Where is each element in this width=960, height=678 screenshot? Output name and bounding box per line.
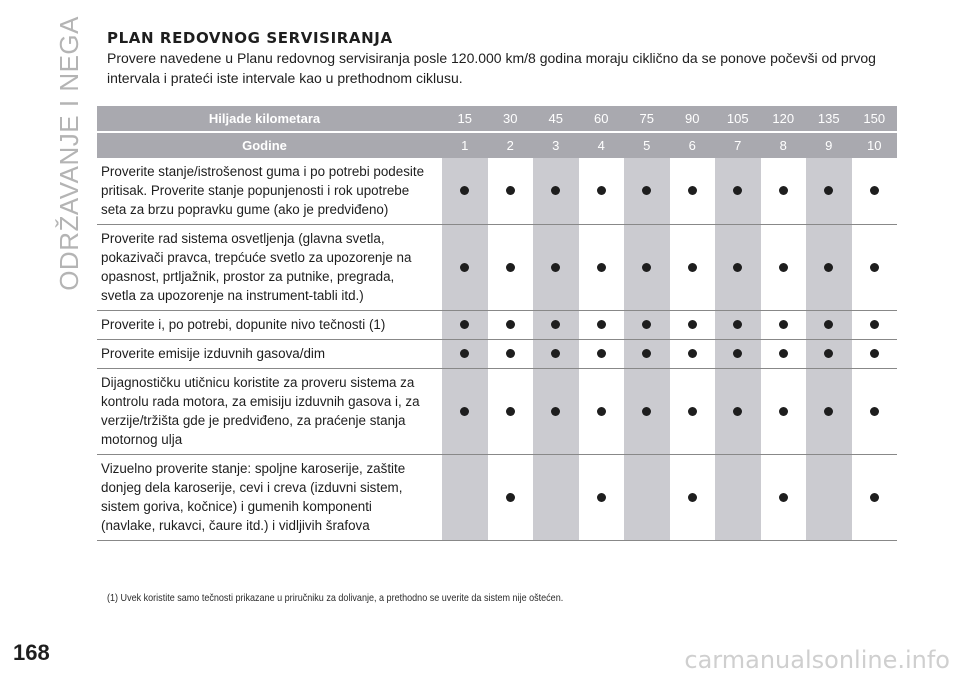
interval-cell xyxy=(533,455,579,541)
interval-cell xyxy=(806,340,852,369)
page-number: 168 xyxy=(13,640,50,665)
years-header-cell: 4 xyxy=(579,132,625,158)
interval-cell xyxy=(442,369,488,455)
check-dot-icon xyxy=(733,263,742,272)
header-spacer xyxy=(432,106,442,132)
check-dot-icon xyxy=(460,186,469,195)
header-spacer xyxy=(432,132,442,158)
check-dot-icon xyxy=(779,263,788,272)
check-dot-icon xyxy=(870,186,879,195)
kilometers-header-cell: 135 xyxy=(806,106,852,132)
interval-cell xyxy=(670,225,716,311)
footnote: (1) Uvek koristite samo tečnosti prikazane u priručniku za dolivanje, a prethodno se uverite da sistem nije oštećen. xyxy=(107,592,564,604)
interval-cell xyxy=(442,311,488,340)
check-dot-icon xyxy=(733,320,742,329)
kilometers-header-cell: 75 xyxy=(624,106,670,132)
section-side-title-text: ODRŽAVANJE I NEGA xyxy=(53,16,84,291)
check-dot-icon xyxy=(779,349,788,358)
check-dot-icon xyxy=(506,263,515,272)
interval-cell xyxy=(806,225,852,311)
check-dot-icon xyxy=(642,407,651,416)
interval-cell xyxy=(442,455,488,541)
check-dot-icon xyxy=(688,263,697,272)
interval-cell xyxy=(806,455,852,541)
row-spacer xyxy=(432,340,442,369)
check-dot-icon xyxy=(688,320,697,329)
years-header-cell: 10 xyxy=(852,132,898,158)
page-heading: PLAN REDOVNOG SERVISIRANJA xyxy=(107,29,393,47)
years-header-cell: 5 xyxy=(624,132,670,158)
interval-cell xyxy=(670,158,716,225)
maintenance-schedule-table xyxy=(97,106,897,541)
interval-cell xyxy=(533,158,579,225)
task-description: Proverite emisije izduvnih gasova/dim xyxy=(97,340,432,369)
check-dot-icon xyxy=(551,349,560,358)
check-dot-icon xyxy=(506,349,515,358)
row-spacer xyxy=(432,455,442,541)
schedule-row xyxy=(97,455,897,541)
years-header-cell: 1 xyxy=(442,132,488,158)
interval-cell xyxy=(852,311,898,340)
check-dot-icon xyxy=(460,407,469,416)
check-dot-icon xyxy=(688,407,697,416)
kilometers-header-label: Hiljade kilometara xyxy=(97,106,432,132)
interval-cell xyxy=(852,340,898,369)
task-description: Vizuelno proverite stanje: spoljne karoserije, zaštite donjeg dela karoserije, cevi i creva (izduvni sistem, sistem goriva, kočnice) i gumenih komponenti (navlake, rukavci, čaure itd.) i vidljivih šrafova xyxy=(97,455,432,541)
check-dot-icon xyxy=(551,320,560,329)
check-dot-icon xyxy=(460,320,469,329)
interval-cell xyxy=(579,225,625,311)
interval-cell xyxy=(579,455,625,541)
check-dot-icon xyxy=(642,186,651,195)
kilometers-header-cell: 105 xyxy=(715,106,761,132)
check-dot-icon xyxy=(733,349,742,358)
interval-cell xyxy=(624,340,670,369)
interval-cell xyxy=(852,369,898,455)
check-dot-icon xyxy=(642,263,651,272)
interval-cell xyxy=(852,455,898,541)
interval-cell xyxy=(761,340,807,369)
check-dot-icon xyxy=(642,349,651,358)
check-dot-icon xyxy=(870,349,879,358)
check-dot-icon xyxy=(870,407,879,416)
check-dot-icon xyxy=(597,263,606,272)
interval-cell xyxy=(715,158,761,225)
kilometers-header-cell: 60 xyxy=(579,106,625,132)
check-dot-icon xyxy=(506,493,515,502)
kilometers-header-cell: 30 xyxy=(488,106,534,132)
interval-cell xyxy=(806,369,852,455)
kilometers-header-cell: 150 xyxy=(852,106,898,132)
schedule-row xyxy=(97,311,897,340)
check-dot-icon xyxy=(870,320,879,329)
kilometers-header-cell: 15 xyxy=(442,106,488,132)
check-dot-icon xyxy=(460,263,469,272)
interval-cell xyxy=(761,158,807,225)
check-dot-icon xyxy=(824,186,833,195)
interval-cell xyxy=(624,311,670,340)
interval-cell xyxy=(624,225,670,311)
watermark: carmanualsonline.info xyxy=(684,646,950,674)
interval-cell xyxy=(488,340,534,369)
interval-cell xyxy=(715,225,761,311)
check-dot-icon xyxy=(688,186,697,195)
kilometers-header-row xyxy=(97,106,897,132)
years-header-cell: 9 xyxy=(806,132,852,158)
schedule-row xyxy=(97,340,897,369)
schedule-row xyxy=(97,225,897,311)
interval-cell xyxy=(670,369,716,455)
check-dot-icon xyxy=(824,349,833,358)
check-dot-icon xyxy=(688,349,697,358)
interval-cell xyxy=(761,225,807,311)
interval-cell xyxy=(579,340,625,369)
interval-cell xyxy=(488,455,534,541)
interval-cell xyxy=(579,369,625,455)
task-description: Dijagnostičku utičnicu koristite za proveru sistema za kontrolu rada motora, za emisiju izduvnih gasova i, za verzije/tržišta gde je predviđeno, za praćenje stanja motornog ulja xyxy=(97,369,432,455)
interval-cell xyxy=(533,311,579,340)
schedule-row xyxy=(97,369,897,455)
interval-cell xyxy=(533,225,579,311)
interval-cell xyxy=(852,225,898,311)
kilometers-header-cell: 45 xyxy=(533,106,579,132)
check-dot-icon xyxy=(597,186,606,195)
years-header-cell: 3 xyxy=(533,132,579,158)
check-dot-icon xyxy=(870,493,879,502)
interval-cell xyxy=(806,158,852,225)
task-description: Proverite rad sistema osvetljenja (glavna svetla, pokazivači pravca, trepćuće svetlo za upozorenje na opasnost, prtljažnik, prostor za putnike, pregrada, svetla za upozorenje na instrument-tabli itd.) xyxy=(97,225,432,311)
check-dot-icon xyxy=(506,186,515,195)
interval-cell xyxy=(670,311,716,340)
check-dot-icon xyxy=(824,320,833,329)
check-dot-icon xyxy=(688,493,697,502)
kilometers-header-cell: 90 xyxy=(670,106,716,132)
years-header-cell: 7 xyxy=(715,132,761,158)
check-dot-icon xyxy=(779,186,788,195)
check-dot-icon xyxy=(779,493,788,502)
check-dot-icon xyxy=(824,407,833,416)
row-spacer xyxy=(432,369,442,455)
interval-cell xyxy=(488,158,534,225)
section-side-title xyxy=(52,16,86,316)
check-dot-icon xyxy=(597,407,606,416)
row-spacer xyxy=(432,311,442,340)
years-header-cell: 2 xyxy=(488,132,534,158)
interval-cell xyxy=(761,369,807,455)
task-description: Proverite stanje/istrošenost guma i po potrebi podesite pritisak. Proverite stanje popunjenosti i rok upotrebe seta za brzu popravku gume (ako je predviđeno) xyxy=(97,158,432,225)
row-spacer xyxy=(432,158,442,225)
check-dot-icon xyxy=(597,493,606,502)
check-dot-icon xyxy=(870,263,879,272)
interval-cell xyxy=(624,158,670,225)
interval-cell xyxy=(761,455,807,541)
check-dot-icon xyxy=(506,320,515,329)
check-dot-icon xyxy=(551,263,560,272)
interval-cell xyxy=(488,369,534,455)
check-dot-icon xyxy=(733,407,742,416)
interval-cell xyxy=(715,369,761,455)
years-header-label: Godine xyxy=(97,132,432,158)
check-dot-icon xyxy=(779,320,788,329)
interval-cell xyxy=(579,311,625,340)
schedule-row xyxy=(97,158,897,225)
check-dot-icon xyxy=(597,349,606,358)
interval-cell xyxy=(852,158,898,225)
interval-cell xyxy=(670,340,716,369)
years-header-row xyxy=(97,132,897,158)
interval-cell xyxy=(806,311,852,340)
interval-cell xyxy=(761,311,807,340)
interval-cell xyxy=(624,369,670,455)
interval-cell xyxy=(488,311,534,340)
check-dot-icon xyxy=(824,263,833,272)
interval-cell xyxy=(442,340,488,369)
interval-cell xyxy=(442,225,488,311)
interval-cell xyxy=(670,455,716,541)
interval-cell xyxy=(533,369,579,455)
check-dot-icon xyxy=(597,320,606,329)
years-header-cell: 6 xyxy=(670,132,716,158)
check-dot-icon xyxy=(642,320,651,329)
interval-cell xyxy=(579,158,625,225)
check-dot-icon xyxy=(733,186,742,195)
check-dot-icon xyxy=(779,407,788,416)
kilometers-header-cell: 120 xyxy=(761,106,807,132)
years-header-cell: 8 xyxy=(761,132,807,158)
row-spacer xyxy=(432,225,442,311)
interval-cell xyxy=(442,158,488,225)
intro-paragraph: Provere navedene u Planu redovnog servisiranja posle 120.000 km/8 godina moraju ciklično da se ponove počevši od prvog intervala i prateći iste intervale kao u prethodnom ciklusu. xyxy=(107,50,876,86)
task-description: Proverite i, po potrebi, dopunite nivo tečnosti (1) xyxy=(97,311,432,340)
check-dot-icon xyxy=(506,407,515,416)
interval-cell xyxy=(533,340,579,369)
interval-cell xyxy=(715,311,761,340)
interval-cell xyxy=(715,340,761,369)
check-dot-icon xyxy=(551,186,560,195)
check-dot-icon xyxy=(551,407,560,416)
interval-cell xyxy=(488,225,534,311)
interval-cell xyxy=(715,455,761,541)
check-dot-icon xyxy=(460,349,469,358)
interval-cell xyxy=(624,455,670,541)
